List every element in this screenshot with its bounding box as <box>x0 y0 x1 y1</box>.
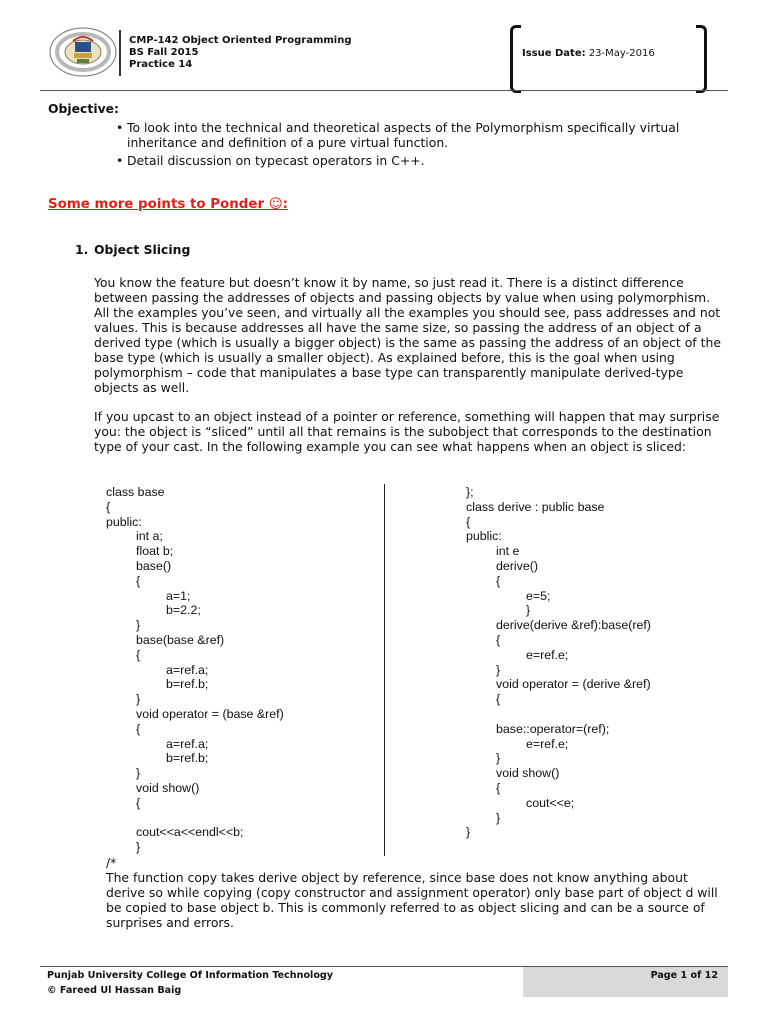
issue-date-label: Issue Date: <box>522 48 586 59</box>
objective-heading: Objective: <box>48 101 120 116</box>
code-line: int e <box>496 544 520 559</box>
code-line: public: <box>466 529 502 544</box>
code-line: } <box>136 840 141 855</box>
header-rule <box>40 90 728 91</box>
code-line: }; <box>466 485 474 499</box>
header-divider <box>119 30 121 76</box>
code-line: { <box>496 573 501 588</box>
issue-bracket-right <box>696 25 707 93</box>
code-line: } <box>526 603 531 618</box>
slicing-paragraph-3: The function copy takes derive object by reference, since base does not know anything about derive so while copying (copy constructor and assignment operator) only base part of object d will be copied to base object b. This is commonly referred to as object slicing and can be a source of surprises and errors. <box>106 870 718 930</box>
code-line: derive(derive &ref):base(ref) <box>496 618 651 633</box>
code-line: cout<<e; <box>526 795 575 810</box>
code-line: base::operator=(ref); <box>496 721 610 736</box>
code-line: void show() <box>496 766 560 781</box>
issue-date-value: 23-May-2016 <box>588 48 655 59</box>
code-line: b=ref.b; <box>166 751 209 766</box>
code-line: base(base &ref) <box>136 632 225 647</box>
code-line: e=ref.e; <box>526 647 569 662</box>
code-line: int a; <box>136 529 163 544</box>
code-line: class base <box>106 485 165 499</box>
code-line: derive() <box>496 558 538 573</box>
section-number: 1. <box>75 242 89 257</box>
ponder-heading: Some more points to Ponder ☺: <box>48 197 289 212</box>
code-derive-class <box>466 485 651 840</box>
footer-institution: Punjab University College Of Information Technology <box>47 970 334 981</box>
code-line: a=1; <box>166 588 191 603</box>
code-line: } <box>496 810 501 825</box>
issue-bracket-left <box>510 25 521 93</box>
code-line <box>466 707 651 722</box>
footer-author: © Fareed Ul Hassan Baig <box>47 985 182 996</box>
bullet-dot: • <box>116 120 124 135</box>
code-line: e=ref.e; <box>526 736 569 751</box>
bullet-text: Detail discussion on typecast operators in C++. <box>127 153 425 168</box>
code-column-divider <box>384 484 385 856</box>
code-line: a=ref.a; <box>166 736 209 751</box>
page-number-box <box>523 967 728 997</box>
code-line: } <box>496 751 501 766</box>
code-line: class derive : public base <box>466 499 605 514</box>
comment-open: /* <box>106 855 117 870</box>
bullet-text: To look into the technical and theoretical aspects of the Polymorphism specifically virtual inheritance and definition of a pure virtual function. <box>127 120 680 150</box>
slicing-paragraph-1: You know the feature but doesn’t know it by name, so just read it. There is a distinct difference between passing the addresses of objects and passing objects by value when using polymorphism. All the examples you’ve seen, and virtually all the examples you should see, pass addresses and not values. This is because addresses all have the same size, so passing the address of an object of a derived type (which is usually a bigger object) is the same as passing the address of an object of the base type (which is usually a smaller object). As explained before, this is the goal when using polymorphism – code that manipulates a base type can transparently manipulate derived-type objects as well. <box>94 275 721 395</box>
code-line: { <box>136 795 141 810</box>
code-line: e=5; <box>526 588 551 603</box>
code-base-class <box>106 485 284 855</box>
code-line: } <box>136 692 141 707</box>
code-line: public: <box>106 514 142 529</box>
code-line: } <box>136 766 141 781</box>
code-line: { <box>496 632 501 647</box>
bullet-dot: • <box>116 153 124 168</box>
practice-label: Practice 14 <box>129 59 193 70</box>
code-line: } <box>136 618 141 633</box>
code-line: { <box>496 780 501 795</box>
code-line: b=ref.b; <box>166 677 209 692</box>
code-line: { <box>136 721 141 736</box>
slicing-paragraph-2: If you upcast to an object instead of a pointer or reference, something will happen that may surprise you: the object is “sliced” until all that remains is the subobject that corresponds to the destination type of your cast. In the following example you can see what happens when an object is sliced: <box>94 409 720 454</box>
page-number: Page 1 of 12 <box>650 970 718 981</box>
code-line: { <box>136 647 141 662</box>
code-line: { <box>106 499 111 514</box>
issue-date <box>522 48 655 60</box>
code-line: { <box>136 573 141 588</box>
objective-bullet-2 <box>116 153 716 168</box>
code-line: base() <box>136 558 172 573</box>
seal-graphic <box>49 27 117 77</box>
batch-label: BS Fall 2015 <box>129 47 199 58</box>
code-line: } <box>466 825 471 840</box>
code-line: cout<<a<<endl<<b; <box>136 825 244 840</box>
code-line: a=ref.a; <box>166 662 209 677</box>
code-line: void show() <box>136 780 200 795</box>
code-line: } <box>496 662 501 677</box>
code-line: b=2.2; <box>166 603 201 618</box>
section-title: Object Slicing <box>94 242 191 257</box>
code-line: void operator = (derive &ref) <box>496 677 651 692</box>
code-line: { <box>466 514 471 529</box>
code-line: void operator = (base &ref) <box>136 706 284 721</box>
code-line <box>106 811 284 826</box>
university-seal <box>49 27 117 77</box>
objective-bullet-1 <box>116 120 716 150</box>
code-line: float b; <box>136 544 174 559</box>
course-title: CMP-142 Object Oriented Programming <box>129 35 352 46</box>
code-line: { <box>496 692 501 707</box>
